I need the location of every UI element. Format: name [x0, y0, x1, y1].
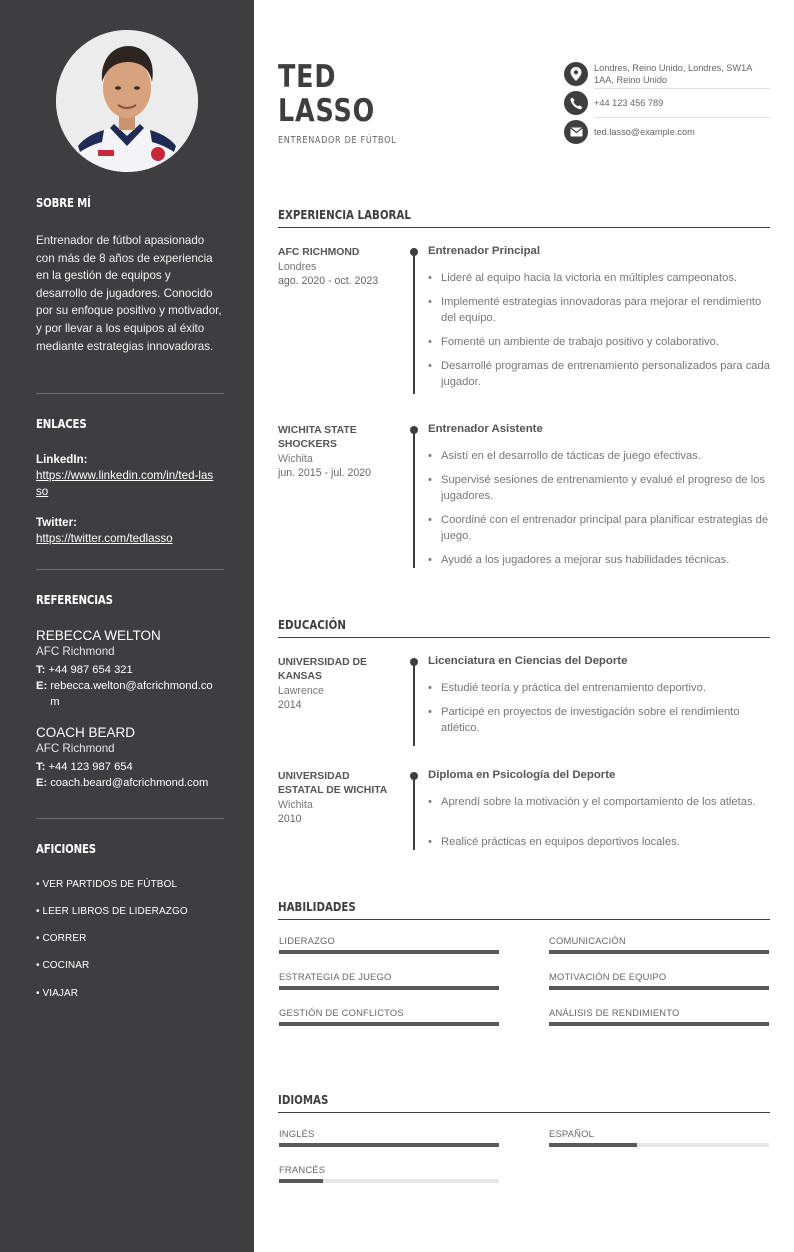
hobby-item: • VIAJAR: [36, 988, 79, 999]
contact-divider: [594, 117, 770, 118]
hobby-item: • COCINAR: [36, 960, 90, 971]
skill-label: ANÁLISIS DE RENDIMIENTO: [549, 1007, 680, 1018]
email-icon: [564, 120, 588, 144]
section-rule: [278, 919, 770, 920]
experience-role: Entrenador Principal: [428, 245, 541, 257]
experience-role: Entrenador Asistente: [428, 423, 543, 435]
language-bar-fill: [279, 1179, 323, 1183]
sidebar-divider: [36, 393, 224, 394]
hobby-item: • LEER LIBROS DE LIDERAZGO: [36, 906, 188, 917]
about-text: Entrenador de fútbol apasionado con más de 8 años de experiencia en la gestión de equipos y desarrollo de jugadores. Conocido por su enfoque positivo y motivador, y por llevar a los equipos al éxito mediante estrategias innovadoras.: [36, 234, 222, 353]
sidebar-divider: [36, 569, 224, 570]
reference-item: [36, 725, 224, 791]
education-org: UNIVERSIDAD ESTATAL DE WICHITA Wichita 2010: [278, 771, 388, 825]
language-bar: [279, 1143, 499, 1147]
references-heading: REFERENCIAS: [36, 593, 113, 607]
timeline-line: [413, 660, 415, 746]
phone-icon: [564, 91, 588, 115]
reference-email: E: rebecca.welton@afcrichmond.com: [36, 680, 213, 708]
education-heading: EDUCACIÓN: [278, 617, 346, 632]
section-rule: [278, 1112, 770, 1113]
languages-heading: IDIOMAS: [278, 1092, 329, 1107]
experience-heading: EXPERIENCIA LABORAL: [278, 207, 411, 222]
contact-address: Londres, Reino Unido, Londres, SW1A 1AA, Reino Unido: [594, 63, 752, 85]
experience-bullet: • Supervisé sesiones de entrenamiento y evalué el progreso de los jugadores.: [428, 472, 770, 504]
contact-email[interactable]: ted.lasso@example.com: [594, 127, 695, 137]
twitter-link[interactable]: https://twitter.com/tedlasso: [36, 532, 173, 545]
sidebar-divider: [36, 818, 224, 819]
contact-block: [564, 62, 770, 142]
section-rule: [278, 227, 770, 228]
experience-bullet: • Implementé estrategias innovadoras para mejorar el rendimiento del equipo.: [428, 294, 770, 326]
experience-bullet: • Coordiné con el entrenador principal para planificar estrategias de juego.: [428, 512, 770, 544]
experience-bullet: • Desarrollé programas de entrenamiento personalizados para cada jugador.: [428, 358, 770, 390]
timeline-dot: [410, 426, 418, 434]
skill-bar: [279, 1022, 499, 1026]
avatar: [56, 30, 198, 172]
experience-bullet: • Ayudé a los jugadores a mejorar sus habilidades técnicas.: [428, 552, 770, 568]
experience-bullet: • Asistí en el desarrollo de tácticas de juego efectivas.: [428, 448, 770, 464]
timeline-dot: [410, 248, 418, 256]
location-pin-icon: [564, 62, 588, 86]
candidate-name: TED LASSO: [278, 59, 376, 129]
timeline-dot: [410, 772, 418, 780]
experience-bullet: • Fomenté un ambiente de trabajo positivo y colaborativo.: [428, 334, 770, 350]
skill-bar-fill: [279, 986, 499, 990]
skill-bar-fill: [549, 950, 769, 954]
linkedin-link[interactable]: https://www.linkedin.com/in/ted-lasso: [36, 469, 214, 498]
language-label: ESPAÑOL: [549, 1128, 594, 1139]
reference-phone: T: +44 987 654 321: [36, 664, 133, 676]
skill-bar: [279, 950, 499, 954]
hobbies-heading: AFICIONES: [36, 842, 96, 856]
about-heading: SOBRE MÍ: [36, 196, 91, 210]
experience-bullet: • Lideré al equipo hacia la victoria en múltiples campeonatos.: [428, 270, 770, 286]
language-label: INGLÉS: [279, 1128, 315, 1139]
education-bullet: • Aprendí sobre la motivación y el comportamiento de los atletas.: [428, 794, 770, 810]
language-bar: [549, 1143, 769, 1147]
skill-label: COMUNICACIÓN: [549, 935, 626, 946]
linkedin-label: LinkedIn:: [36, 453, 88, 466]
reference-org: AFC Richmond: [36, 645, 115, 658]
skill-bar: [279, 986, 499, 990]
skill-label: MOTIVACIÓN DE EQUIPO: [549, 971, 667, 982]
timeline-dot: [410, 658, 418, 666]
skill-bar-fill: [549, 1022, 769, 1026]
reference-org: AFC Richmond: [36, 742, 115, 755]
reference-phone: T: +44 123 987 654: [36, 761, 133, 773]
timeline-line: [413, 250, 415, 394]
skill-bar-fill: [279, 1022, 499, 1026]
language-bar-fill: [279, 1143, 499, 1147]
skill-label: LIDERAZGO: [279, 935, 335, 946]
timeline-line: [413, 428, 415, 568]
experience-org: WICHITA STATE SHOCKERS Wichita jun. 2015 - jul. 2020: [278, 425, 372, 479]
skill-bar: [549, 986, 769, 990]
hobby-item: • VER PARTIDOS DE FÚTBOL: [36, 879, 178, 890]
language-bar: [279, 1179, 499, 1183]
reference-name: REBECCA WELTON: [36, 628, 161, 643]
contact-phone: +44 123 456 789: [594, 98, 664, 108]
reference-name: COACH BEARD: [36, 725, 136, 740]
skill-bar-fill: [549, 986, 769, 990]
skill-label: GESTIÓN DE CONFLICTOS: [279, 1007, 404, 1018]
skill-bar: [549, 950, 769, 954]
twitter-label: Twitter:: [36, 516, 78, 529]
skill-bar: [549, 1022, 769, 1026]
education-bullet: • Participé en proyectos de investigación sobre el rendimiento atlético.: [428, 704, 770, 736]
education-degree: Diploma en Psicología del Deporte: [428, 769, 616, 781]
timeline-line: [413, 774, 415, 850]
skill-bar-fill: [279, 950, 499, 954]
reference-email: E: coach.beard@afcrichmond.com: [36, 777, 209, 789]
education-bullet: • Realicé prácticas en equipos deportivos locales.: [428, 834, 770, 850]
skill-label: ESTRATEGIA DE JUEGO: [279, 971, 392, 982]
portrait-image: [56, 30, 198, 172]
hobby-item: • CORRER: [36, 933, 87, 944]
contact-divider: [594, 88, 770, 89]
education-degree: Licenciatura en Ciencias del Deporte: [428, 655, 628, 667]
experience-org: AFC RICHMOND Londres ago. 2020 - oct. 2023: [278, 247, 379, 287]
sidebar: [0, 0, 254, 1252]
education-bullet: • Estudié teoría y práctica del entrenamiento deportivo.: [428, 680, 770, 696]
skills-heading: HABILIDADES: [278, 899, 356, 914]
job-title: ENTRENADOR DE FÚTBOL: [278, 135, 397, 146]
education-org: UNIVERSIDAD DE KANSAS Lawrence 2014: [278, 657, 367, 711]
links-heading: ENLACES: [36, 417, 87, 431]
reference-item: [36, 628, 224, 710]
language-label: FRANCÉS: [279, 1164, 326, 1175]
section-rule: [278, 637, 770, 638]
language-bar-fill: [549, 1143, 637, 1147]
